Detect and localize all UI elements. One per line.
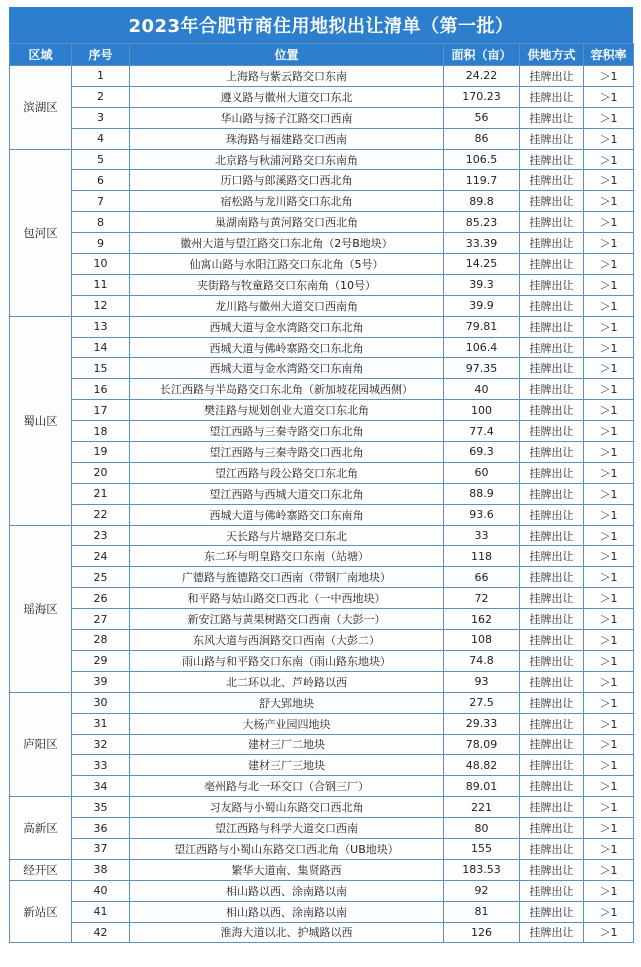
area-cell: 162 — [444, 609, 520, 630]
area-cell: 100 — [444, 400, 520, 421]
location-cell: 亳州路与北一环交口（合钢三厂） — [130, 776, 444, 797]
far-cell: ＞1 — [584, 630, 634, 651]
area-cell: 106.4 — [444, 337, 520, 358]
location-cell: 相山路以西、涂南路以南 — [130, 901, 444, 922]
area-cell: 118 — [444, 546, 520, 567]
table-row — [10, 295, 634, 316]
supply-cell: 挂牌出让 — [520, 525, 584, 546]
location-cell: 相山路以西、涂南路以南 — [130, 880, 444, 901]
far-cell: ＞1 — [584, 838, 634, 859]
table-row — [10, 358, 634, 379]
table-row — [10, 379, 634, 400]
land-table — [9, 43, 634, 943]
supply-cell: 挂牌出让 — [520, 922, 584, 943]
far-cell: ＞1 — [584, 254, 634, 275]
table-row — [10, 483, 634, 504]
supply-cell: 挂牌出让 — [520, 128, 584, 149]
table-row — [10, 755, 634, 776]
location-cell: 龙川路与徽州大道交口西南角 — [130, 295, 444, 316]
table-row — [10, 922, 634, 943]
header-supply: 供地方式 — [520, 44, 584, 66]
area-cell: 24.22 — [444, 66, 520, 87]
location-cell: 建材三厂三地块 — [130, 755, 444, 776]
supply-cell: 挂牌出让 — [520, 274, 584, 295]
location-cell: 北二环以北、芦岭路以西 — [130, 671, 444, 692]
far-cell: ＞1 — [584, 713, 634, 734]
table-row — [10, 66, 634, 87]
area-cell: 69.3 — [444, 442, 520, 463]
table-row — [10, 442, 634, 463]
district-cell: 蜀山区 — [10, 316, 72, 525]
table-row — [10, 713, 634, 734]
supply-cell: 挂牌出让 — [520, 713, 584, 734]
far-cell: ＞1 — [584, 734, 634, 755]
far-cell: ＞1 — [584, 421, 634, 442]
table-row — [10, 567, 634, 588]
far-cell: ＞1 — [584, 859, 634, 880]
table-row — [10, 692, 634, 713]
far-cell: ＞1 — [584, 358, 634, 379]
no-cell: 19 — [72, 442, 130, 463]
far-cell: ＞1 — [584, 212, 634, 233]
location-cell: 珠海路与福建路交口西南 — [130, 128, 444, 149]
area-cell: 92 — [444, 880, 520, 901]
supply-cell: 挂牌出让 — [520, 692, 584, 713]
far-cell: ＞1 — [584, 901, 634, 922]
supply-cell: 挂牌出让 — [520, 609, 584, 630]
far-cell: ＞1 — [584, 400, 634, 421]
far-cell: ＞1 — [584, 922, 634, 943]
table-row — [10, 838, 634, 859]
area-cell: 80 — [444, 818, 520, 839]
far-cell: ＞1 — [584, 609, 634, 630]
far-cell: ＞1 — [584, 567, 634, 588]
far-cell: ＞1 — [584, 546, 634, 567]
no-cell: 38 — [72, 859, 130, 880]
far-cell: ＞1 — [584, 588, 634, 609]
far-cell: ＞1 — [584, 337, 634, 358]
area-cell: 74.8 — [444, 650, 520, 671]
location-cell: 望江西路与段公路交口东北角 — [130, 462, 444, 483]
table-row — [10, 901, 634, 922]
supply-cell: 挂牌出让 — [520, 66, 584, 87]
no-cell: 30 — [72, 692, 130, 713]
location-cell: 习友路与小蜀山东路交口西北角 — [130, 797, 444, 818]
no-cell: 42 — [72, 922, 130, 943]
location-cell: 遵义路与徽州大道交口东北 — [130, 86, 444, 107]
area-cell: 97.35 — [444, 358, 520, 379]
supply-cell: 挂牌出让 — [520, 546, 584, 567]
far-cell: ＞1 — [584, 170, 634, 191]
supply-cell: 挂牌出让 — [520, 254, 584, 275]
supply-cell: 挂牌出让 — [520, 233, 584, 254]
header-location: 位置 — [130, 44, 444, 66]
table-row — [10, 525, 634, 546]
no-cell: 13 — [72, 316, 130, 337]
location-cell: 和平路与姑山路交口西北（一中西地块） — [130, 588, 444, 609]
document-title: 2023年合肥市商住用地拟出让清单（第一批） — [9, 7, 633, 43]
location-cell: 望江西路与科学大道交口西南 — [130, 818, 444, 839]
location-cell: 广德路与旌德路交口西南（带钢厂南地块） — [130, 567, 444, 588]
location-cell: 淮海大道以北、护城路以西 — [130, 922, 444, 943]
no-cell: 21 — [72, 483, 130, 504]
table-row — [10, 337, 634, 358]
table-row — [10, 128, 634, 149]
area-cell: 108 — [444, 630, 520, 651]
no-cell: 20 — [72, 462, 130, 483]
no-cell: 8 — [72, 212, 130, 233]
supply-cell: 挂牌出让 — [520, 337, 584, 358]
no-cell: 24 — [72, 546, 130, 567]
header-area: 面积（亩） — [444, 44, 520, 66]
no-cell: 40 — [72, 880, 130, 901]
area-cell: 85.23 — [444, 212, 520, 233]
no-cell: 33 — [72, 755, 130, 776]
table-row — [10, 859, 634, 880]
no-cell: 36 — [72, 818, 130, 839]
area-cell: 39.3 — [444, 274, 520, 295]
location-cell: 夹街路与牧童路交口东南角（10号） — [130, 274, 444, 295]
location-cell: 大杨产业园四地块 — [130, 713, 444, 734]
location-cell: 繁华大道南、集贤路西 — [130, 859, 444, 880]
no-cell: 6 — [72, 170, 130, 191]
no-cell: 22 — [72, 504, 130, 525]
area-cell: 89.8 — [444, 191, 520, 212]
far-cell: ＞1 — [584, 66, 634, 87]
no-cell: 25 — [72, 567, 130, 588]
table-row — [10, 776, 634, 797]
supply-cell: 挂牌出让 — [520, 400, 584, 421]
supply-cell: 挂牌出让 — [520, 776, 584, 797]
far-cell: ＞1 — [584, 671, 634, 692]
location-cell: 西城大道与佛岭寨路交口东北角 — [130, 337, 444, 358]
area-cell: 33.39 — [444, 233, 520, 254]
header-far: 容积率 — [584, 44, 634, 66]
no-cell: 32 — [72, 734, 130, 755]
supply-cell: 挂牌出让 — [520, 504, 584, 525]
area-cell: 56 — [444, 107, 520, 128]
supply-cell: 挂牌出让 — [520, 316, 584, 337]
area-cell: 106.5 — [444, 149, 520, 170]
far-cell: ＞1 — [584, 107, 634, 128]
far-cell: ＞1 — [584, 818, 634, 839]
far-cell: ＞1 — [584, 462, 634, 483]
table-row — [10, 609, 634, 630]
no-cell: 16 — [72, 379, 130, 400]
no-cell: 41 — [72, 901, 130, 922]
area-cell: 119.7 — [444, 170, 520, 191]
area-cell: 40 — [444, 379, 520, 400]
supply-cell: 挂牌出让 — [520, 86, 584, 107]
supply-cell: 挂牌出让 — [520, 191, 584, 212]
location-cell: 北京路与秋浦河路交口东南角 — [130, 149, 444, 170]
area-cell: 39.9 — [444, 295, 520, 316]
supply-cell: 挂牌出让 — [520, 421, 584, 442]
far-cell: ＞1 — [584, 483, 634, 504]
far-cell: ＞1 — [584, 149, 634, 170]
location-cell: 雨山路与和平路交口东南（雨山路东地块） — [130, 650, 444, 671]
table-row — [10, 421, 634, 442]
table-row — [10, 400, 634, 421]
district-cell: 庐阳区 — [10, 692, 72, 796]
location-cell: 东风大道与西涧路交口西南（大彭二） — [130, 630, 444, 651]
location-cell: 仙寓山路与水阳江路交口东北角（5号） — [130, 254, 444, 275]
far-cell: ＞1 — [584, 442, 634, 463]
table-row — [10, 212, 634, 233]
area-cell: 78.09 — [444, 734, 520, 755]
no-cell: 23 — [72, 525, 130, 546]
no-cell: 7 — [72, 191, 130, 212]
supply-cell: 挂牌出让 — [520, 880, 584, 901]
far-cell: ＞1 — [584, 295, 634, 316]
no-cell: 35 — [72, 797, 130, 818]
table-row — [10, 734, 634, 755]
supply-cell: 挂牌出让 — [520, 358, 584, 379]
location-cell: 巢湖南路与黄河路交口西北角 — [130, 212, 444, 233]
no-cell: 39 — [72, 671, 130, 692]
no-cell: 31 — [72, 713, 130, 734]
area-cell: 72 — [444, 588, 520, 609]
far-cell: ＞1 — [584, 692, 634, 713]
table-row — [10, 86, 634, 107]
table-row — [10, 233, 634, 254]
supply-cell: 挂牌出让 — [520, 462, 584, 483]
area-cell: 89.01 — [444, 776, 520, 797]
table-row — [10, 170, 634, 191]
supply-cell: 挂牌出让 — [520, 797, 584, 818]
no-cell: 29 — [72, 650, 130, 671]
location-cell: 天长路与片塘路交口东北 — [130, 525, 444, 546]
location-cell: 新安江路与黄果树路交口西南（大彭一） — [130, 609, 444, 630]
table-row — [10, 107, 634, 128]
area-cell: 170.23 — [444, 86, 520, 107]
table-row — [10, 546, 634, 567]
location-cell: 望江西路与小蜀山东路交口西北角（UB地块） — [130, 838, 444, 859]
no-cell: 4 — [72, 128, 130, 149]
header-district: 区域 — [10, 44, 72, 66]
location-cell: 历口路与郎溪路交口西北角 — [130, 170, 444, 191]
location-cell: 西城大道与金水湾路交口东北角 — [130, 316, 444, 337]
supply-cell: 挂牌出让 — [520, 107, 584, 128]
supply-cell: 挂牌出让 — [520, 295, 584, 316]
supply-cell: 挂牌出让 — [520, 567, 584, 588]
district-cell: 经开区 — [10, 859, 72, 880]
district-cell: 瑶海区 — [10, 525, 72, 692]
table-row — [10, 254, 634, 275]
no-cell: 37 — [72, 838, 130, 859]
far-cell: ＞1 — [584, 504, 634, 525]
far-cell: ＞1 — [584, 755, 634, 776]
area-cell: 93.6 — [444, 504, 520, 525]
far-cell: ＞1 — [584, 880, 634, 901]
table-row — [10, 880, 634, 901]
location-cell: 华山路与扬子江路交口西南 — [130, 107, 444, 128]
location-cell: 徽州大道与望江路交口东北角（2号B地块） — [130, 233, 444, 254]
district-cell: 高新区 — [10, 797, 72, 860]
location-cell: 西城大道与佛岭寨路交口东南角 — [130, 504, 444, 525]
no-cell: 12 — [72, 295, 130, 316]
table-row — [10, 671, 634, 692]
table-row — [10, 504, 634, 525]
table-row — [10, 797, 634, 818]
district-cell: 包河区 — [10, 149, 72, 316]
far-cell: ＞1 — [584, 776, 634, 797]
no-cell: 28 — [72, 630, 130, 651]
area-cell: 93 — [444, 671, 520, 692]
area-cell: 81 — [444, 901, 520, 922]
header-no: 序号 — [72, 44, 130, 66]
table-row — [10, 630, 634, 651]
far-cell: ＞1 — [584, 379, 634, 400]
far-cell: ＞1 — [584, 797, 634, 818]
location-cell: 东二环与明皇路交口东南（站塘） — [130, 546, 444, 567]
area-cell: 183.53 — [444, 859, 520, 880]
location-cell: 长江西路与半岛路交口东北角（新加坡花园城西侧） — [130, 379, 444, 400]
district-cell: 新站区 — [10, 880, 72, 943]
far-cell: ＞1 — [584, 191, 634, 212]
no-cell: 3 — [72, 107, 130, 128]
area-cell: 221 — [444, 797, 520, 818]
location-cell: 樊洼路与规划创业大道交口东北角 — [130, 400, 444, 421]
far-cell: ＞1 — [584, 274, 634, 295]
area-cell: 155 — [444, 838, 520, 859]
supply-cell: 挂牌出让 — [520, 859, 584, 880]
no-cell: 26 — [72, 588, 130, 609]
far-cell: ＞1 — [584, 86, 634, 107]
no-cell: 5 — [72, 149, 130, 170]
far-cell: ＞1 — [584, 525, 634, 546]
area-cell: 126 — [444, 922, 520, 943]
area-cell: 86 — [444, 128, 520, 149]
supply-cell: 挂牌出让 — [520, 671, 584, 692]
area-cell: 66 — [444, 567, 520, 588]
no-cell: 9 — [72, 233, 130, 254]
supply-cell: 挂牌出让 — [520, 734, 584, 755]
supply-cell: 挂牌出让 — [520, 755, 584, 776]
table-row — [10, 462, 634, 483]
far-cell: ＞1 — [584, 316, 634, 337]
location-cell: 宿松路与龙川路交口东北角 — [130, 191, 444, 212]
no-cell: 1 — [72, 66, 130, 87]
supply-cell: 挂牌出让 — [520, 630, 584, 651]
table-row — [10, 191, 634, 212]
table-body — [10, 66, 634, 943]
land-list-document — [9, 7, 633, 960]
area-cell: 88.9 — [444, 483, 520, 504]
table-header-row — [10, 44, 634, 66]
area-cell: 14.25 — [444, 254, 520, 275]
supply-cell: 挂牌出让 — [520, 379, 584, 400]
no-cell: 27 — [72, 609, 130, 630]
area-cell: 27.5 — [444, 692, 520, 713]
no-cell: 34 — [72, 776, 130, 797]
supply-cell: 挂牌出让 — [520, 838, 584, 859]
far-cell: ＞1 — [584, 233, 634, 254]
table-row — [10, 818, 634, 839]
location-cell: 上海路与紫云路交口东南 — [130, 66, 444, 87]
area-cell: 60 — [444, 462, 520, 483]
supply-cell: 挂牌出让 — [520, 901, 584, 922]
supply-cell: 挂牌出让 — [520, 650, 584, 671]
location-cell: 望江西路与三秦寺路交口西北角 — [130, 442, 444, 463]
no-cell: 17 — [72, 400, 130, 421]
supply-cell: 挂牌出让 — [520, 149, 584, 170]
location-cell: 望江西路与西城大道交口东北角 — [130, 483, 444, 504]
table-row — [10, 316, 634, 337]
far-cell: ＞1 — [584, 128, 634, 149]
far-cell: ＞1 — [584, 650, 634, 671]
no-cell: 18 — [72, 421, 130, 442]
location-cell: 西城大道与金水湾路交口东南角 — [130, 358, 444, 379]
area-cell: 48.82 — [444, 755, 520, 776]
supply-cell: 挂牌出让 — [520, 170, 584, 191]
location-cell: 舒大郢地块 — [130, 692, 444, 713]
no-cell: 15 — [72, 358, 130, 379]
supply-cell: 挂牌出让 — [520, 588, 584, 609]
area-cell: 29.33 — [444, 713, 520, 734]
no-cell: 10 — [72, 254, 130, 275]
location-cell: 建材三厂二地块 — [130, 734, 444, 755]
table-row — [10, 650, 634, 671]
district-cell: 滨湖区 — [10, 66, 72, 150]
no-cell: 2 — [72, 86, 130, 107]
supply-cell: 挂牌出让 — [520, 483, 584, 504]
table-row — [10, 588, 634, 609]
no-cell: 11 — [72, 274, 130, 295]
location-cell: 望江西路与三秦寺路交口东北角 — [130, 421, 444, 442]
supply-cell: 挂牌出让 — [520, 212, 584, 233]
table-row — [10, 274, 634, 295]
no-cell: 14 — [72, 337, 130, 358]
table-row — [10, 149, 634, 170]
area-cell: 79.81 — [444, 316, 520, 337]
area-cell: 77.4 — [444, 421, 520, 442]
supply-cell: 挂牌出让 — [520, 442, 584, 463]
supply-cell: 挂牌出让 — [520, 818, 584, 839]
area-cell: 33 — [444, 525, 520, 546]
